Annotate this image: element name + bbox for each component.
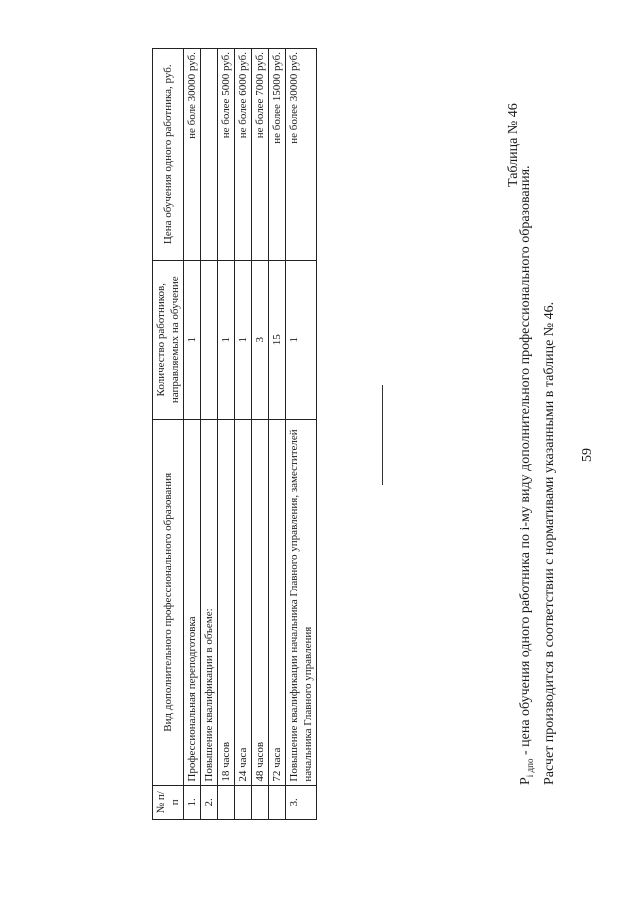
row-count: 1	[184, 260, 201, 419]
intro-line-2: Расчет производится в соответствии с нормативами указанными в таблице № 46.	[541, 301, 557, 785]
row-count: 1	[235, 260, 252, 419]
row-kind: 18 часов	[218, 419, 235, 785]
intro-text	[516, 65, 559, 785]
intro-line-1-text: - цена обучения одного работника по i-му виду дополнительного профессионального образования.	[518, 165, 533, 759]
row-kind: Повышение квалификации в объеме:	[201, 419, 218, 785]
table-row	[269, 49, 286, 820]
row-kind: 24 часа	[235, 419, 252, 785]
row-number: 2.	[201, 785, 218, 819]
row-price: не боле 30000 руб.	[184, 49, 201, 261]
price-variable-subscript: i дпо	[524, 758, 535, 778]
table-row	[218, 49, 235, 820]
row-price	[201, 49, 218, 261]
header-number: № п/п	[153, 785, 184, 819]
table-row	[184, 49, 201, 820]
row-number: 3.	[286, 785, 317, 819]
header-kind: Вид дополнительного профессионального образования	[153, 419, 184, 785]
table-row	[286, 49, 317, 820]
table-title: Таблица № 46	[506, 103, 521, 187]
row-price: не более 5000 руб.	[218, 49, 235, 261]
row-kind: 48 часов	[252, 419, 269, 785]
row-price: не более 30000 руб.	[286, 49, 317, 261]
header-count: Количество работников, направляемых на обучение	[153, 260, 184, 419]
separator-line	[382, 385, 383, 485]
header-price: Цена обучения одного работника, руб.	[153, 49, 184, 261]
row-kind: Профессиональная переподготовка	[184, 419, 201, 785]
row-price: не более 15000 руб.	[269, 49, 286, 261]
row-price: не более 7000 руб.	[252, 49, 269, 261]
table-header-row	[153, 49, 184, 820]
price-variable: P	[518, 777, 533, 785]
row-count	[201, 260, 218, 419]
row-count: 3	[252, 260, 269, 419]
row-kind: 72 часа	[269, 419, 286, 785]
row-kind: Повышение квалификации начальника Главного управления, заместителей начальника Главного управления	[286, 419, 317, 785]
row-number	[269, 785, 286, 819]
training-cost-table	[152, 48, 317, 820]
table-row	[201, 49, 218, 820]
row-number	[252, 785, 269, 819]
row-number	[218, 785, 235, 819]
table-row	[235, 49, 252, 820]
row-price: не более 6000 руб.	[235, 49, 252, 261]
row-count: 15	[269, 260, 286, 419]
row-count: 1	[218, 260, 235, 419]
row-number	[235, 785, 252, 819]
row-count: 1	[286, 260, 317, 419]
page-number: 59	[580, 448, 595, 462]
table-row	[252, 49, 269, 820]
row-number: 1.	[184, 785, 201, 819]
